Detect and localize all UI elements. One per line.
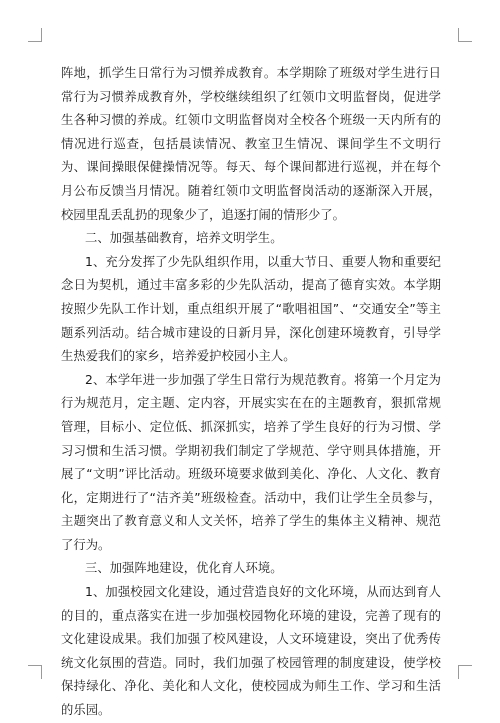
paragraph-behavior-habits: 阵地，抓学生日常行为习惯养成教育。本学期除了班级对学生进行日常行为习惯养成教育外，学校继续组织了红领巾文明监督岗，促进学生各种习惯的养成。红领巾文明监督岗对全校各个班级一天内所有的情况进行巡查，包括晨读情况、教室卫生情况、课间学生不文明行为、课间操眼保健操情况等。每天、每个课间都进行巡视，并在每个月公布反馈当月情况。随着红领巾文明监督岗活动的逐渐深入开展，校园里乱丢乱扔的现象少了，追逐打闹的情形少了。 (61, 66, 441, 222)
crop-mark-bottom-left-horizontal (28, 665, 42, 666)
document-body (61, 62, 441, 723)
crop-mark-top-right-vertical (458, 28, 459, 42)
crop-mark-bottom-right-horizontal (458, 665, 472, 666)
crop-mark-top-left-vertical (41, 28, 42, 42)
crop-mark-bottom-right-vertical (458, 665, 459, 679)
crop-mark-top-right-horizontal (458, 41, 472, 42)
paragraph-young-pioneers: 1、充分发挥了少先队组织作用，以重大节日、重要人物和重要纪念日为契机，通过丰富多彩的少先队活动，提高了德育实效。本学期按照少先队工作计划，重点组织开展了“歌唱祖国”、“交通安全”等主题系列活动。结合城市建设的日新月异，深化创建环境教育，引导学生热爱我们的家乡，培养爱护校园小主人。 (61, 254, 441, 364)
crop-mark-top-left-horizontal (28, 41, 42, 42)
section-heading-position-building: 三、加强阵地建设，优化育人环境。 (85, 561, 283, 576)
paragraph-behavior-norms: 2、本学年进一步加强了学生日常行为规范教育。将第一个月定为行为规范月，定主题、定内容，开展实实在在的主题教育，狠抓常规管理，目标小、定位低、抓深抓实，培养了学生良好的行为习惯、学习习惯和生活习惯。学期初我们制定了学规范、学守则具体措施，开展了“文明”评比活动。班级环境要求做到美化、净化、人文化、教育化，定期进行了“洁齐美”班级检查。活动中，我们让学生全员参与，主题突出了教育意义和人文关怀，培养了学生的集体主义精神、规范了行为。 (61, 372, 441, 552)
paragraph-campus-culture: 1、加强校园文化建设，通过营造良好的文化环境，从而达到育人的目的，重点落实在进一步加强校园物化环境的建设，完善了现有的文化建设成果。我们加强了校风建设，人文环境建设，突出了优秀传统文化氛围的营造。同时，我们加强了校园管理的制度建设，使学校保持绿化、净化、美化和人文化，使校园成为师生工作、学习和生活的乐园。 (61, 585, 441, 718)
section-heading-basic-education: 二、加强基础教育，培养文明学生。 (85, 231, 283, 246)
crop-mark-bottom-left-vertical (41, 665, 42, 679)
